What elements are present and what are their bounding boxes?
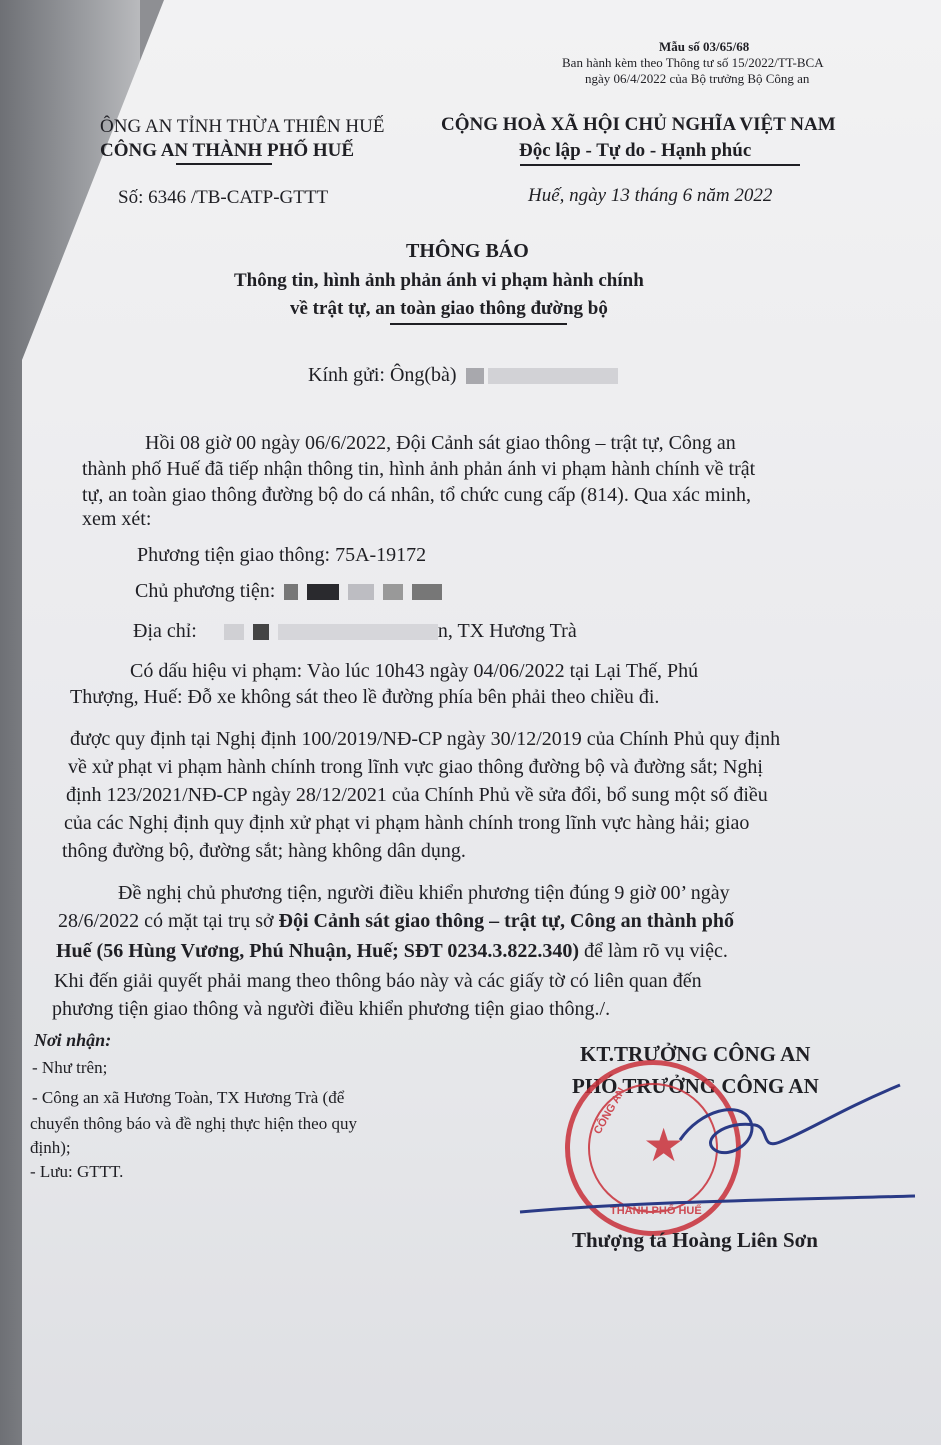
notice-title: THÔNG BÁO — [406, 240, 529, 262]
recipients-item-4: định); — [30, 1138, 71, 1157]
signature-title-1: KT.TRƯỞNG CÔNG AN — [580, 1042, 811, 1066]
vehicle-plate: Phương tiện giao thông: 75A-19172 — [137, 544, 427, 566]
issued-with: Ban hành kèm theo Thông tư số 15/2022/TT-BCA — [562, 55, 824, 70]
notice-subtitle-2: về trật tự, an toàn giao thông đường bộ — [290, 298, 608, 319]
request-line4: Khi đến giải quyết phải mang theo thông báo này và các giấy tờ có liên quan đến — [54, 970, 702, 992]
address-line — [133, 620, 577, 643]
recipient-label: Kính gửi: Ông(bà) — [308, 364, 457, 386]
issued-by: ngày 06/4/2022 của Bộ trưởng Bộ Công an — [585, 71, 810, 86]
redacted-owner-1 — [284, 584, 298, 600]
signer-name: Thượng tá Hoàng Liên Sơn — [572, 1228, 818, 1252]
request-line2-b: Đội Cảnh sát giao thông – trật tự, Công an thành phố — [278, 910, 734, 932]
document-number: Số: 6346 /TB-CATP-GTTT — [118, 187, 329, 208]
legal-line4: của các Nghị định quy định xử phạt vi phạm hành chính trong lĩnh vực hàng hải; giao — [64, 812, 750, 834]
recipients-item-2: - Công an xã Hương Toàn, TX Hương Trà (để — [32, 1088, 345, 1107]
address-label: Địa chỉ: — [133, 620, 197, 642]
notice-subtitle-1: Thông tin, hình ảnh phản ánh vi phạm hành chính — [234, 270, 644, 291]
stamp-top-text: CÔNG AN — [591, 1085, 628, 1137]
redacted-owner-4 — [383, 584, 403, 600]
legal-line5: thông đường bộ, đường sắt; hàng không dân dụng. — [62, 840, 466, 862]
legal-line3: định 123/2021/NĐ-CP ngày 28/12/2021 của Chính Phủ về sửa đổi, bổ sung một số điều — [66, 784, 768, 806]
recipient-line — [308, 364, 618, 387]
redacted-name-2 — [488, 368, 618, 384]
recipients-item-5: - Lưu: GTTT. — [30, 1162, 124, 1181]
handwritten-signature — [510, 1080, 930, 1230]
address-tail: n, TX Hương Trà — [437, 620, 577, 642]
owner-label: Chủ phương tiện: — [135, 580, 276, 602]
request-line2 — [58, 910, 734, 933]
agency-parent: ÔNG AN TỈNH THỪA THIÊN HUẾ — [100, 116, 385, 137]
stamp-star-icon: ★ — [643, 1120, 685, 1171]
redacted-owner-2 — [307, 584, 339, 600]
violation-line1: Có dấu hiệu vi phạm: Vào lúc 10h43 ngày 04/06/2022 tại Lại Thế, Phú — [130, 660, 699, 682]
violation-line2: Thượng, Huế: Đỗ xe không sát theo lề đường phía bên phải theo chiều đi. — [70, 686, 660, 708]
body-p1-line3: tự, an toàn giao thông đường bộ do cá nhân, tổ chức cung cấp (814). Qua xác minh, — [82, 484, 752, 506]
form-number: Mẫu số 03/65/68 — [659, 39, 750, 54]
recipients-item-1: - Như trên; — [32, 1058, 108, 1077]
redacted-name — [466, 368, 484, 384]
agency-unit: CÔNG AN THÀNH PHỐ HUẾ — [100, 140, 355, 161]
request-line1: Đề nghị chủ phương tiện, người điều khiển phương tiện đúng 9 giờ 00’ ngày — [118, 882, 730, 904]
republic-name: CỘNG HOÀ XÃ HỘI CHỦ NGHĨA VIỆT NAM — [441, 114, 836, 135]
signature-title-2: PHÓ TRƯỞNG CÔNG AN — [572, 1074, 819, 1098]
request-line3 — [56, 940, 728, 963]
recipients-label: Nơi nhận: — [34, 1030, 112, 1050]
request-line3-a: Huế (56 Hùng Vương, Phú Nhuận, Huế; SĐT 0234.3.822.340) — [56, 940, 579, 962]
legal-line1: được quy định tại Nghị định 100/2019/NĐ-CP ngày 30/12/2019 của Chính Phủ quy định — [70, 728, 781, 750]
request-line3-b: để làm rõ vụ việc. — [579, 940, 728, 962]
redacted-owner-5 — [412, 584, 442, 600]
body-p1-line2: thành phố Huế đã tiếp nhận thông tin, hình ảnh phản ánh vi phạm hành chính về trật — [82, 458, 756, 480]
body-p1-line4: xem xét: — [82, 508, 152, 530]
legal-line2: về xử phạt vi phạm hành chính trong lĩnh vực giao thông đường bộ và đường sắt; Nghị — [68, 756, 763, 778]
redacted-address-3 — [278, 624, 438, 640]
redacted-address-2 — [253, 624, 269, 640]
title-underline — [390, 323, 567, 325]
stamp-bottom-text: THÀNH PHỐ HUẾ — [610, 1205, 702, 1217]
motto-underline — [520, 164, 800, 166]
redacted-address-1 — [224, 624, 244, 640]
agency-underline — [176, 163, 272, 165]
republic-motto: Độc lập - Tự do - Hạnh phúc — [519, 140, 752, 161]
owner-line — [135, 580, 442, 603]
place-date: Huế, ngày 13 tháng 6 năm 2022 — [528, 185, 773, 206]
body-p1-line1: Hồi 08 giờ 00 ngày 06/6/2022, Đội Cảnh sát giao thông – trật tự, Công an — [145, 432, 736, 454]
redacted-owner-3 — [348, 584, 374, 600]
request-line2-a: 28/6/2022 có mặt tại trụ sở — [58, 910, 279, 932]
recipients-item-3: chuyển thông báo và đề nghị thực hiện theo quy — [30, 1114, 357, 1133]
request-line5: phương tiện giao thông và người điều khiển phương tiện giao thông./. — [52, 998, 611, 1020]
